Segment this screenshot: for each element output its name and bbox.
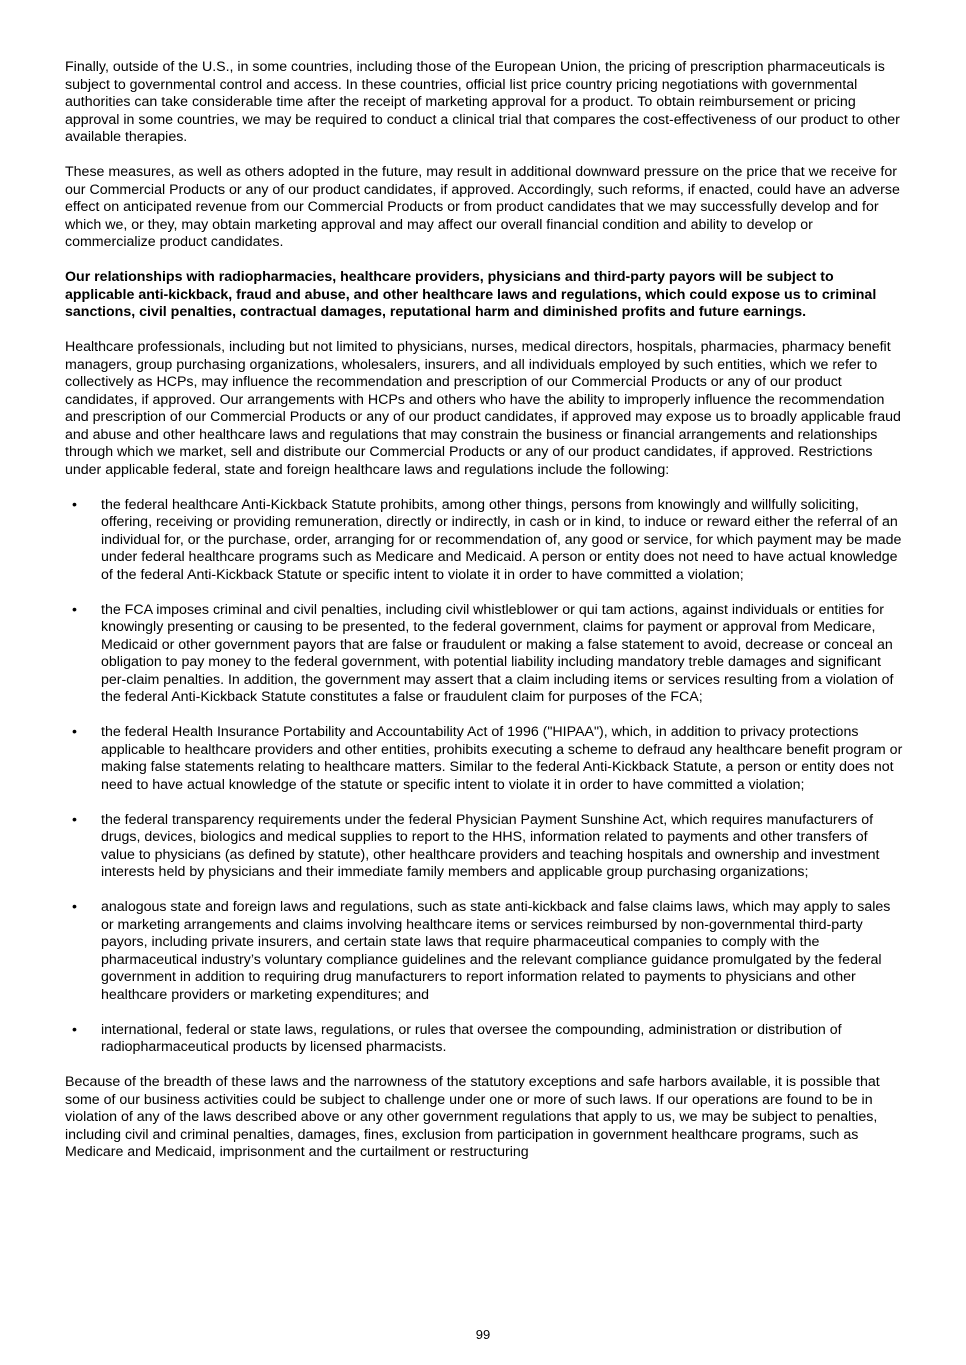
list-item-text: the FCA imposes criminal and civil penalties, including civil whistleblower or qui tam actions, against individuals or entities for knowingly presenting or causing to be presented, to the federal government, claims for payment or approval from Medicare, Medicaid or other government payors that are false or fraudulent or making a false statement to avoid, decrease or conceal an obligation to pay money to the federal government, with potential liability including mandatory treble damages and significant per-claim penalties. In addition, the government may assert that a claim including items or services resulting from a violation of the federal Anti-Kickback Statute constitutes a false or fraudulent claim for purposes of the FCA; — [101, 601, 894, 705]
bullet-icon: • — [72, 601, 77, 618]
list-item-text: the federal transparency requirements under the federal Physician Payment Sunshine Act, which requires manufacturers of drugs, devices, biologics and medical supplies to report to the HHS, information related to payments and other transfers of value to physicians (as defined by statute), other healthcare providers and teaching hospitals and ownership and investment interests held by physicians and their immediate family members and applicable group purchasing organizations; — [101, 811, 880, 880]
list-item — [65, 1022, 905, 1057]
list-item — [65, 497, 905, 585]
list-item — [65, 812, 905, 882]
paragraph-downward-pressure: These measures, as well as others adopted in the future, may result in additional downward pressure on the price that we receive for our Commercial Products or any of our product candidates, if approved. Accordingly, such reforms, if enacted, could have an adverse effect on anticipated revenue from our Commercial Products or from product candidates that we may successfully develop and for which we, or they, may obtain marketing approval and may affect our overall financial condition and ability to develop or commercialize product candidates. — [65, 164, 900, 250]
list-item — [65, 724, 905, 794]
document-body — [65, 59, 905, 1179]
bullet-icon: • — [72, 899, 77, 915]
bullet-icon: • — [72, 496, 77, 513]
list-item — [65, 602, 905, 707]
bullet-icon: • — [72, 811, 77, 828]
paragraph-international-pricing: Finally, outside of the U.S., in some countries, including those of the European Union, the pricing of prescription pharmaceuticals is subject to governmental control and access. In these countries, official list price country pricing negotiations with governmental authorities can take considerable time after the receipt of marketing approval for a product. To obtain reimbursement or pricing approval in some countries, we may be required to conduct a clinical trial that compares the cost-effectiveness of our product to other available therapies. — [65, 59, 900, 145]
list-item-text: the federal Health Insurance Portability and Accountability Act of 1996 ("HIPAA"), which, in addition to privacy protections applicable to healthcare providers and other entities, prohibits executing a scheme to defraud any healthcare benefit program or making false statements relating to healthcare matters. Similar to the federal Anti-Kickback Statute, a person or entity does not need to have actual knowledge of the statute or specific intent to violate it in order to have committed a violation; — [101, 724, 903, 793]
bullet-icon: • — [72, 1021, 77, 1038]
list-item — [65, 899, 905, 1004]
paragraph-hcp-intro: Healthcare professionals, including but not limited to physicians, nurses, medical directors, hospitals, pharmacies, pharmacy benefit managers, group purchasing organizations, wholesalers, insurers, and all individuals employed by such entities, which we refer to collectively as HCPs, may influence the recommendation and prescription of our Commercial Products or any of our product candidates, if approved. Our arrangements with HCPs and others who have the ability to improperly influence the recommendation and prescription of our Commercial Products or any of our product candidates, if approved may expose us to broadly applicable fraud and abuse and other healthcare laws and regulations that may constrain the business or financial arrangements and relationships through which we market, sell and distribute our Commercial Products or any of our product candidates, if approved. Restrictions under applicable federal, state and foreign healthcare laws and regulations include the following: — [65, 339, 901, 478]
risk-factor-heading: Our relationships with radiopharmacies, healthcare providers, physicians and third-party payors will be subject to applicable anti-kickback, fraud and abuse, and other healthcare laws and regulations, which could expose us to criminal sanctions, civil penalties, contractual damages, reputational harm and diminished profits and future earnings. — [65, 269, 877, 320]
page-number: 99 — [475, 1327, 491, 1342]
list-item-text: international, federal or state laws, regulations, or rules that oversee the compounding, administration or distribution of radiopharmaceutical products by licensed pharmacists. — [101, 1021, 842, 1055]
list-item-text: analogous state and foreign laws and regulations, such as state anti-kickback and false claims laws, which may apply to sales or marketing arrangements and claims involving healthcare items or services reimbursed by non-governmental third-party payors, including private insurers, and certain state laws that require pharmaceutical companies to comply with the pharmaceutical industry’s voluntary compliance guidelines and the relevant compliance guidance promulgated by the federal government in addition to requiring drug manufacturers to report information related to payments to physicians and other healthcare providers or marketing expenditures; and — [101, 899, 891, 1003]
bullet-icon: • — [72, 724, 77, 740]
paragraph-closing: Because of the breadth of these laws and the narrowness of the statutory exceptions and safe harbors available, it is possible that some of our business activities could be subject to challenge under one or more of such laws. If our operations are found to be in violation of any of the laws described above or any other government regulations that apply to us, we may be subject to penalties, including civil and criminal penalties, damages, fines, exclusion from participation in government healthcare programs, such as Medicare and Medicaid, imprisonment and the curtailment or restructuring — [65, 1074, 880, 1160]
list-item-text: the federal healthcare Anti-Kickback Statute prohibits, among other things, persons from knowingly and willfully soliciting, offering, receiving or providing remuneration, directly or indirectly, in cash or in kind, to induce or reward either the referral of an individual for, or the purchase, order, arranging for or recommendation of, any good or service, for which payment may be made under federal healthcare programs such as Medicare and Medicaid. A person or entity does not need to have actual knowledge of the federal Anti-Kickback Statute or specific intent to violate it in order to have committed a violation; — [101, 496, 902, 583]
laws-bullet-list — [65, 497, 905, 1057]
